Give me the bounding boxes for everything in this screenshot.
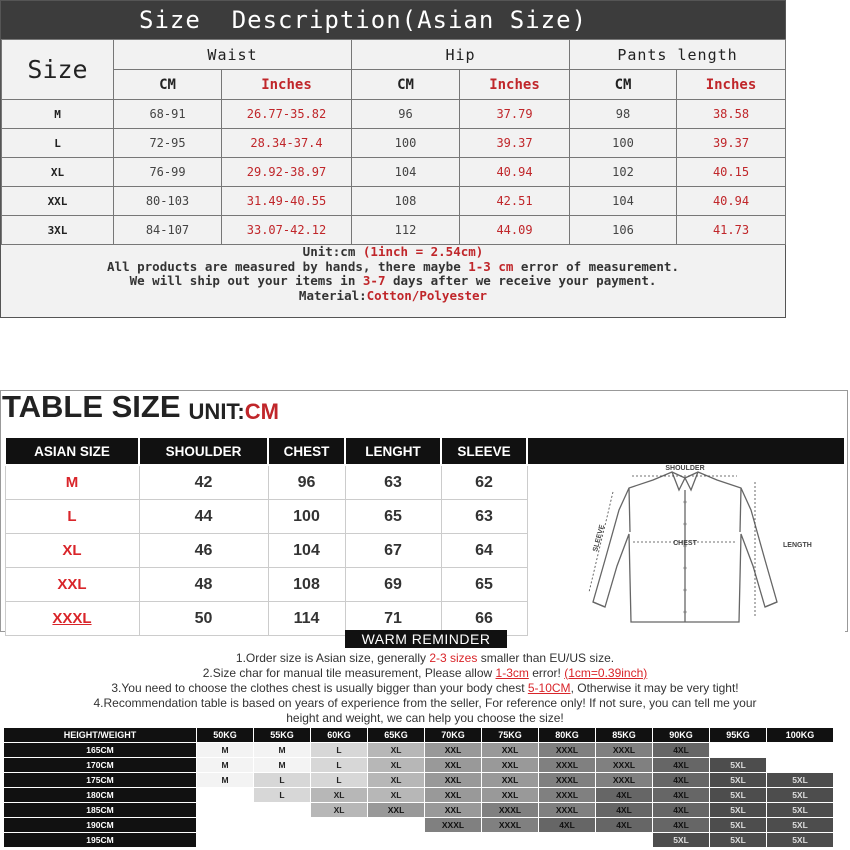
size-label: L <box>2 129 114 158</box>
table-cell: 67 <box>345 534 441 568</box>
weight-header: 70KG <box>425 728 482 743</box>
unit-header: Inches <box>677 70 786 100</box>
size-recommendation-cell <box>254 803 311 818</box>
size-recommendation-cell: XXL <box>425 758 482 773</box>
table-cell: 40.94 <box>460 158 570 187</box>
size-recommendation-cell: 4XL <box>653 803 710 818</box>
pants-chart-title: Size Description(Asian Size) <box>1 1 785 39</box>
table-row <box>4 788 834 803</box>
size-recommendation-cell: 5XL <box>767 773 834 788</box>
size-recommendation-cell: XXL <box>482 773 539 788</box>
shirt-measurement-diagram <box>527 462 845 627</box>
pants-notes <box>1 245 785 303</box>
table-cell: 63 <box>441 500 527 534</box>
size-recommendation-cell: XL <box>368 743 425 758</box>
size-recommendation-cell <box>197 818 254 833</box>
table-cell: 71 <box>345 602 441 636</box>
unit-header: CM <box>570 70 677 100</box>
table-cell: 104 <box>268 534 345 568</box>
table-cell: 100 <box>268 500 345 534</box>
size-recommendation-cell: M <box>254 758 311 773</box>
table-cell: 108 <box>268 568 345 602</box>
size-recommendation-cell: XXL <box>482 788 539 803</box>
size-recommendation-cell: XL <box>311 803 368 818</box>
table-cell: 68-91 <box>114 100 222 129</box>
size-recommendation-cell: 5XL <box>653 833 710 848</box>
table-row <box>2 129 786 158</box>
table-cell: 62 <box>441 465 527 500</box>
size-recommendation-cell: 4XL <box>653 788 710 803</box>
size-label: M <box>5 465 139 500</box>
height-label: 195CM <box>4 833 197 848</box>
size-recommendation-cell <box>197 833 254 848</box>
col-header-shoulder: SHOULDER <box>139 437 268 465</box>
size-recommendation-cell: 5XL <box>710 773 767 788</box>
col-header-sleeve: SLEEVE <box>441 437 527 465</box>
unit-label: UNIT: <box>188 399 245 424</box>
size-recommendation-cell: XL <box>311 788 368 803</box>
table-cell: 39.37 <box>677 129 786 158</box>
size-recommendation-cell: M <box>197 773 254 788</box>
table-cell: 72-95 <box>114 129 222 158</box>
hip-header: Hip <box>352 40 570 70</box>
table-cell: 38.58 <box>677 100 786 129</box>
table-cell: 63 <box>345 465 441 500</box>
table-row <box>2 216 786 245</box>
weight-header: 75KG <box>482 728 539 743</box>
height-weight-corner: HEIGHT/WEIGHT <box>4 728 197 743</box>
pants-size-chart <box>0 0 786 318</box>
table-cell: 44 <box>139 500 268 534</box>
height-label: 170CM <box>4 758 197 773</box>
size-recommendation-cell: L <box>311 758 368 773</box>
size-recommendation-cell: 4XL <box>653 773 710 788</box>
table-cell: 28.34-37.4 <box>222 129 352 158</box>
unit-note: Unit:cm (1inch = 2.54cm) <box>302 244 484 259</box>
size-recommendation-cell: XXL <box>425 788 482 803</box>
size-recommendation-cell: 4XL <box>539 818 596 833</box>
table-row <box>4 833 834 848</box>
table-row <box>2 100 786 129</box>
table-cell: 65 <box>345 500 441 534</box>
table-cell: 66 <box>441 602 527 636</box>
table-cell: 100 <box>570 129 677 158</box>
size-recommendation-cell: XXL <box>368 803 425 818</box>
table-cell: 108 <box>352 187 460 216</box>
table-row <box>4 818 834 833</box>
size-label: 3XL <box>2 216 114 245</box>
table-row <box>2 187 786 216</box>
table-cell: 41.73 <box>677 216 786 245</box>
material-note: Material:Cotton/Polyester <box>298 287 488 303</box>
diagram-label-sleeve: SLEEVE <box>592 524 607 553</box>
size-recommendation-cell: M <box>197 743 254 758</box>
table-cell: 98 <box>570 100 677 129</box>
weight-header: 85KG <box>596 728 653 743</box>
size-header: Size <box>2 40 114 100</box>
table-cell: 40.15 <box>677 158 786 187</box>
table-cell: 50 <box>139 602 268 636</box>
size-recommendation-cell: 5XL <box>767 818 834 833</box>
size-recommendation-cell: 5XL <box>710 788 767 803</box>
size-recommendation-cell: L <box>254 773 311 788</box>
size-recommendation-cell: 5XL <box>710 833 767 848</box>
weight-header: 65KG <box>368 728 425 743</box>
size-recommendation-cell <box>254 818 311 833</box>
pants-size-table <box>1 39 786 245</box>
table-row <box>4 803 834 818</box>
size-recommendation-cell <box>425 833 482 848</box>
table-cell: 46 <box>139 534 268 568</box>
header-filler <box>527 437 845 465</box>
size-recommendation-cell: XXXL <box>539 758 596 773</box>
reminder-line-4: 4.Recommendation table is based on years of experience from the seller, For reference only! If not sure, you can tell me your <box>93 696 757 710</box>
unit-header: CM <box>352 70 460 100</box>
size-recommendation-cell: XL <box>368 773 425 788</box>
table-cell: 40.94 <box>677 187 786 216</box>
table-cell: 104 <box>570 187 677 216</box>
table-cell: 33.07-42.12 <box>222 216 352 245</box>
table-cell: 96 <box>268 465 345 500</box>
size-recommendation-cell <box>710 743 767 758</box>
reminder-line-5: height and weight, we can help you choose the size! <box>286 711 564 725</box>
col-header-length: LENGHT <box>345 437 441 465</box>
size-recommendation-cell: XXXL <box>596 773 653 788</box>
size-recommendation-cell: L <box>311 743 368 758</box>
weight-header: 90KG <box>653 728 710 743</box>
size-label: M <box>2 100 114 129</box>
size-recommendation-cell: XXXL <box>539 743 596 758</box>
weight-header: 50KG <box>197 728 254 743</box>
size-label: XL <box>2 158 114 187</box>
table-cell: 112 <box>352 216 460 245</box>
size-recommendation-cell: XXXL <box>596 743 653 758</box>
unit-header: Inches <box>460 70 570 100</box>
size-recommendation-cell: XXXL <box>596 758 653 773</box>
table-cell: 104 <box>352 158 460 187</box>
size-label: L <box>5 500 139 534</box>
table-cell: 37.79 <box>460 100 570 129</box>
size-recommendation-cell: 5XL <box>767 803 834 818</box>
size-recommendation-cell: 5XL <box>767 788 834 803</box>
size-recommendation-cell: M <box>254 743 311 758</box>
unit-header: Inches <box>222 70 352 100</box>
size-recommendation-cell: XXL <box>425 773 482 788</box>
size-recommendation-cell: XXXL <box>482 803 539 818</box>
size-recommendation-cell: L <box>254 788 311 803</box>
waist-header: Waist <box>114 40 352 70</box>
col-header-asian-size: ASIAN SIZE <box>5 437 139 465</box>
table-cell: 114 <box>268 602 345 636</box>
size-recommendation-cell <box>368 818 425 833</box>
table-row <box>2 158 786 187</box>
size-recommendation-cell: XXXL <box>482 818 539 833</box>
weight-header: 95KG <box>710 728 767 743</box>
diagram-label-length: LENGTH <box>783 542 812 549</box>
size-recommendation-cell <box>767 743 834 758</box>
table-cell: 39.37 <box>460 129 570 158</box>
size-label: XXL <box>5 568 139 602</box>
size-recommendation-cell: XXL <box>425 803 482 818</box>
size-recommendation-cell: XL <box>368 788 425 803</box>
reminder-line-3: 3.You need to choose the clothes chest is usually bigger than your body chest 5-10CM, Otherwise it may be very tight! <box>111 681 739 695</box>
col-header-chest: CHEST <box>268 437 345 465</box>
size-recommendation-cell: XXXL <box>539 773 596 788</box>
table-cell: 96 <box>352 100 460 129</box>
table-cell: 29.92-38.97 <box>222 158 352 187</box>
size-recommendation-cell: 5XL <box>767 833 834 848</box>
unit-header: CM <box>114 70 222 100</box>
size-recommendation-cell: 4XL <box>596 803 653 818</box>
reminder-line-2: 2.Size char for manual tile measurement, Please allow 1-3cm error! (1cm=0.39inch) <box>202 666 648 680</box>
weight-header: 100KG <box>767 728 834 743</box>
table-cell: 31.49-40.55 <box>222 187 352 216</box>
size-recommendation-cell: XXXL <box>539 788 596 803</box>
table-cell: 76-99 <box>114 158 222 187</box>
size-recommendation-cell <box>197 803 254 818</box>
size-recommendation-cell: XXL <box>425 743 482 758</box>
warm-reminder-title: WARM REMINDER <box>345 630 507 648</box>
size-recommendation-cell <box>596 833 653 848</box>
unit-value: CM <box>244 399 279 424</box>
size-recommendation-cell: XL <box>368 758 425 773</box>
size-recommendation-cell: 4XL <box>596 788 653 803</box>
size-recommendation-cell: 5XL <box>710 818 767 833</box>
shipping-note: We will ship out your items in 3-7 days after we receive your payment. <box>129 273 657 288</box>
weight-header: 60KG <box>311 728 368 743</box>
size-recommendation-cell <box>767 758 834 773</box>
size-label: XXXL <box>5 602 139 636</box>
table-cell: 42 <box>139 465 268 500</box>
height-label: 175CM <box>4 773 197 788</box>
table-row <box>4 773 834 788</box>
size-recommendation-cell <box>311 833 368 848</box>
size-recommendation-cell: 4XL <box>653 758 710 773</box>
table-cell: 102 <box>570 158 677 187</box>
size-recommendation-cell <box>311 818 368 833</box>
size-recommendation-cell <box>482 833 539 848</box>
size-recommendation-cell: 5XL <box>710 803 767 818</box>
size-recommendation-cell: 4XL <box>653 743 710 758</box>
table-row <box>4 758 834 773</box>
height-label: 190CM <box>4 818 197 833</box>
measure-note: All products are measured by hands, there maybe 1-3 cm error of measurement. <box>107 258 679 274</box>
shirt-chart-title <box>2 389 847 425</box>
size-recommendation-cell <box>254 833 311 848</box>
table-cell: 65 <box>441 568 527 602</box>
table-cell: 69 <box>345 568 441 602</box>
pants-length-header: Pants length <box>570 40 786 70</box>
size-recommendation-cell: XXL <box>482 758 539 773</box>
height-label: 180CM <box>4 788 197 803</box>
size-recommendation-cell: XXXL <box>539 803 596 818</box>
height-label: 185CM <box>4 803 197 818</box>
table-cell: 48 <box>139 568 268 602</box>
size-recommendation-cell: 4XL <box>653 818 710 833</box>
size-label: XXL <box>2 187 114 216</box>
table-cell: 26.77-35.82 <box>222 100 352 129</box>
size-recommendation-cell <box>368 833 425 848</box>
diagram-label-shoulder: SHOULDER <box>665 465 705 472</box>
size-label: XL <box>5 534 139 568</box>
diagram-label-chest: CHEST <box>673 540 697 547</box>
table-cell: 84-107 <box>114 216 222 245</box>
table-cell: 64 <box>441 534 527 568</box>
size-recommendation-cell: M <box>197 758 254 773</box>
table-cell: 106 <box>570 216 677 245</box>
table-cell: 80-103 <box>114 187 222 216</box>
size-recommendation-cell: XXXL <box>425 818 482 833</box>
height-label: 165CM <box>4 743 197 758</box>
size-recommendation-cell <box>197 788 254 803</box>
warm-reminder <box>0 633 850 728</box>
table-cell: 100 <box>352 129 460 158</box>
size-recommendation-cell: XXL <box>482 743 539 758</box>
table-row <box>4 743 834 758</box>
table-cell: 44.09 <box>460 216 570 245</box>
size-recommendation-cell: 4XL <box>596 818 653 833</box>
size-recommendation-cell <box>539 833 596 848</box>
weight-header: 80KG <box>539 728 596 743</box>
reminder-line-1: 1.Order size is Asian size, generally 2-3 sizes smaller than EU/US size. <box>235 651 615 665</box>
table-size-title: TABLE SIZE <box>2 389 181 424</box>
size-recommendation-cell: L <box>311 773 368 788</box>
table-cell: 42.51 <box>460 187 570 216</box>
height-weight-table <box>3 727 834 848</box>
size-recommendation-cell: 5XL <box>710 758 767 773</box>
weight-header: 55KG <box>254 728 311 743</box>
